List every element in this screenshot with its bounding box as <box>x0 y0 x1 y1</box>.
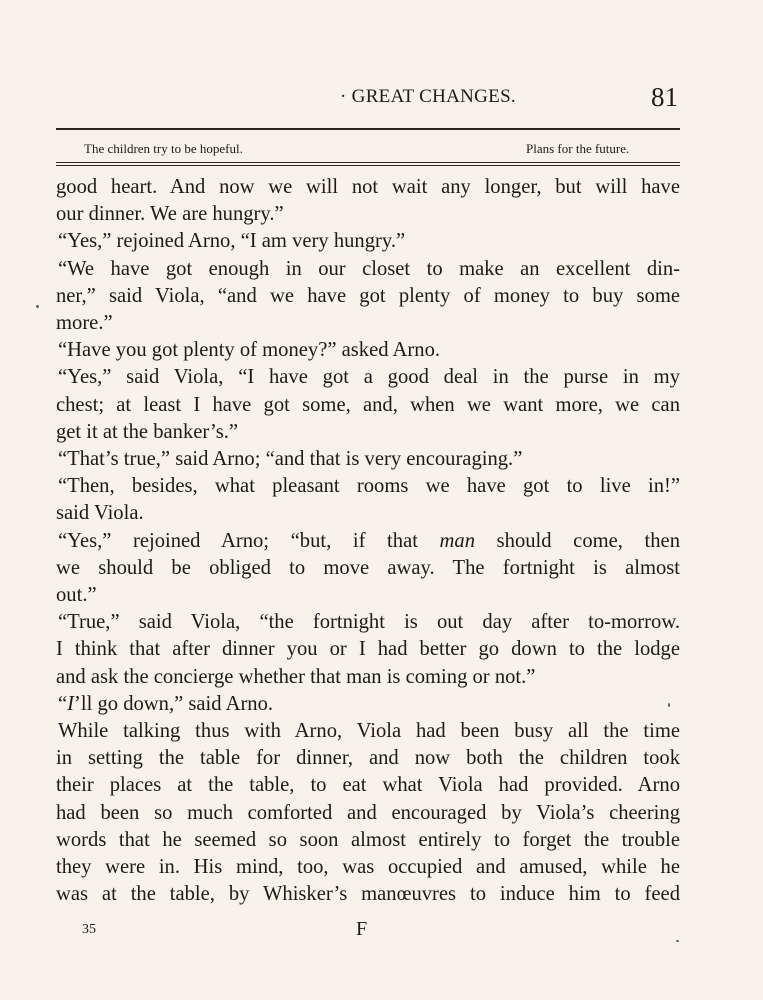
page-number: 81 <box>651 82 678 112</box>
text-line: words that he seemed so soon almost entirely to forget the trouble <box>56 828 680 851</box>
text-line: ner,” said Viola, “and we have got plenty of money to buy some <box>56 284 680 307</box>
text-line <box>56 528 680 555</box>
sidenote-left: The children try to be hopeful. <box>84 141 243 156</box>
signature-mark: 35 <box>82 922 96 937</box>
text-run: “Yes,” rejoined Arno; “but, if that <box>58 529 440 552</box>
text-line: more.” <box>56 312 113 335</box>
text-run: should come, then <box>475 529 680 552</box>
text-run: “ <box>58 692 68 715</box>
text-line: said Viola. <box>56 502 144 525</box>
text-line: good heart. And now we will not wait any longer, but will have <box>56 176 680 198</box>
paper-speck <box>668 703 670 707</box>
paper-speck <box>36 305 39 308</box>
text-line: and ask the concierge whether that man is coming or not.” <box>56 665 536 688</box>
text-line: “Yes,” said Viola, “I have got a good deal in the purse in my <box>58 366 680 389</box>
text-line: in setting the table for dinner, and now both the children took <box>56 747 680 770</box>
text-line: “Yes,” rejoined Arno, “I am very hungry.” <box>58 230 406 253</box>
emphasis: man <box>439 529 476 552</box>
text-line: chest; at least I have got some, and, when we want more, we can <box>56 393 680 416</box>
running-title: · GREAT CHANGES. <box>340 86 516 107</box>
text-line: their places at the table, to eat what Viola had provided. Arno <box>56 774 680 797</box>
text-line: was at the table, by Whisker’s manœuvres to induce him to feed <box>56 883 680 906</box>
text-line: While talking thus with Arno, Viola had been busy all the time <box>58 720 680 743</box>
text-line: “Then, besides, what pleasant rooms we have got to live in!” <box>58 475 680 498</box>
text-line: “True,” said Viola, “the fortnight is out day after to-morrow. <box>58 611 680 634</box>
text-line: our dinner. We are hungry.” <box>56 203 284 226</box>
emphasis: I <box>67 692 74 715</box>
text-line: I think that after dinner you or I had better go down to the lodge <box>56 638 680 661</box>
header-rule <box>56 128 680 130</box>
text-line: out.” <box>56 584 97 607</box>
paper-speck <box>676 940 679 942</box>
text-line: “That’s true,” said Arno; “and that is very encouraging.” <box>58 448 523 471</box>
sidenote-rule-lower <box>56 165 680 166</box>
text-line: get it at the banker’s.” <box>56 420 239 443</box>
text-line: “We have got enough in our closet to make an excellent din- <box>58 257 680 280</box>
text-line: they were in. His mind, too, was occupied and amused, while he <box>56 856 680 879</box>
text-line: “Have you got plenty of money?” asked Arno. <box>58 339 441 362</box>
sidenote-right: Plans for the future. <box>526 141 630 156</box>
running-header <box>56 82 678 120</box>
text-line: we should be obliged to move away. The fortnight is almost <box>56 556 680 579</box>
body-text <box>56 174 680 908</box>
text-line: had been so much comforted and encouraged by Viola’s cheering <box>56 801 680 824</box>
text-line <box>56 691 680 718</box>
gathering-mark: F <box>356 918 368 940</box>
sidenote-rule <box>56 162 680 163</box>
text-run: ’ll go down,” said Arno. <box>74 692 274 715</box>
